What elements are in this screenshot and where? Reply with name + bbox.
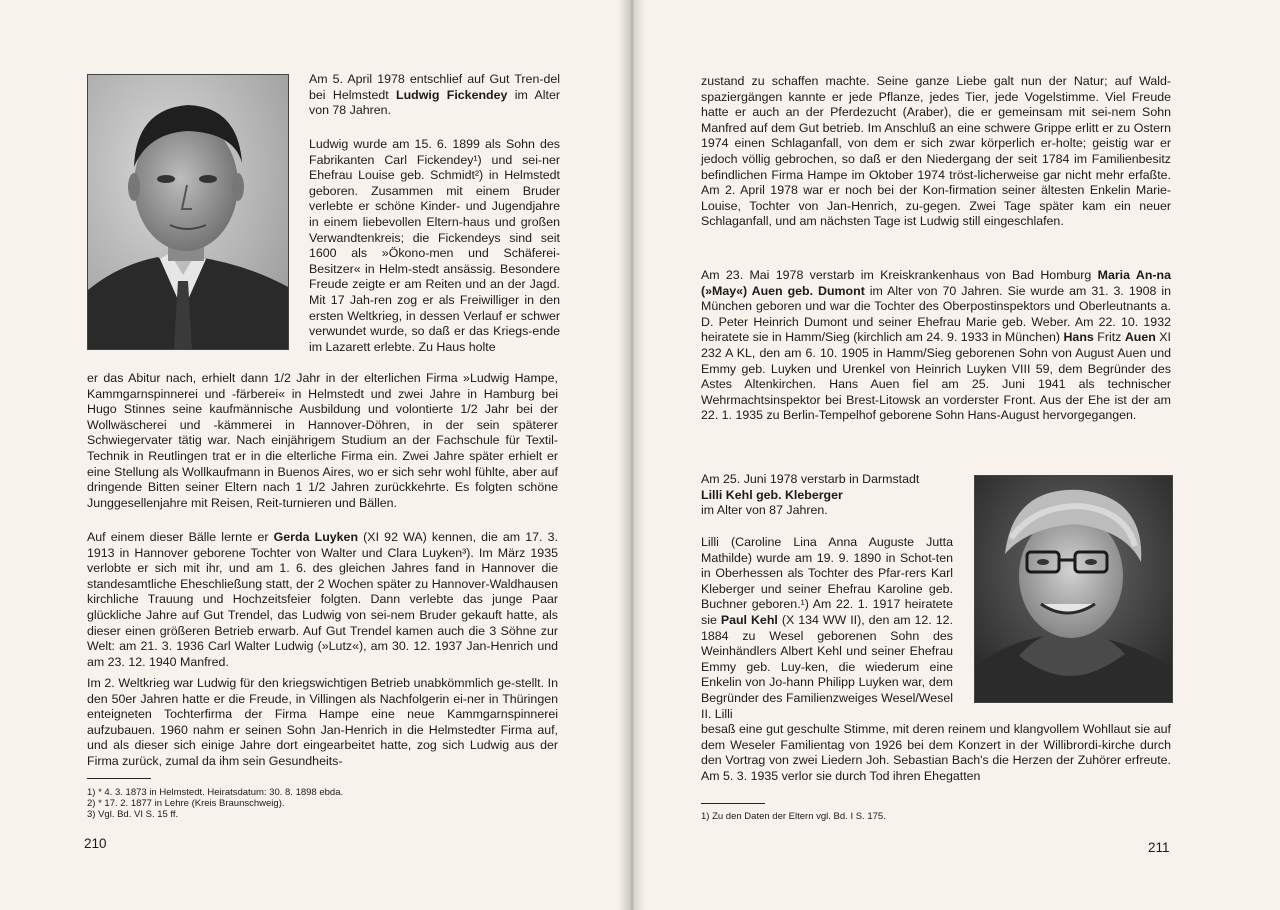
person-name-gerda-luyken: Gerda Luyken: [273, 530, 359, 544]
marriage-text-c: (XI 92 WA) kennen, die am 17. 3. 1913 in Hannover geborene Tochter von Walter und Clara Luyken³). Im März 1935 verlobte er sich mit ihr, und am 1. 6. des gleichen Jahres fand in Hannover die standesamtliche Eheschließung statt, der 2 Wochen später zu Hannover-Waldhausen kirchliche Trauung und Hochzeitsfeier folgten. Dann verlebte das junge Paar glückliche Jahre auf Gut Trendel, das Ludwig von sei-nem Bruder gekauft hatte, als dieser einen größeren Betrieb erwarb. Auf Gut Trendel kamen auch die 3 Söhne zur Welt: am 21. 3. 1936 Carl Walter Ludwig (»Lutz«), am 30. 12. 1937 Jan-Henrich und am 23. 12. 1940 Manfred.: [87, 530, 558, 669]
biography-lilli-wrap: [701, 535, 953, 722]
intro-text-c: im Alter von 78 Jahren.: [309, 87, 560, 118]
obituary-intro-ludwig: [309, 72, 560, 119]
auen-text-g: XI 232 A KL, den am 6. 10. 1905 in Hamm/Sieg geborenen Sohn von August Auen und Emmy geb. Luyken und Urenkel von Heinrich Luyken VIII 59, dem Begründer des Astes Altenkirchen. Hans Auen fiel am 25. Juni 1941 als technischer Wehrmachtsinspektor bei Brest-Litowsk an vorderster Front. Aus der Ehe ist der am 22. 1. 1935 zu Berlin-Tempelhof geborene Sohn Hans-August hervorgegangen.: [701, 330, 1171, 423]
auen-text-a: Am 23. Mai 1978 verstarb im Kreiskrankenhaus von Bad Homburg: [701, 268, 1098, 282]
lilli-intro-line-3: im Alter von 87 Jahren.: [701, 503, 828, 518]
footnote-divider-right: [701, 803, 765, 804]
biography-paragraph-wrap: Ludwig wurde am 15. 6. 1899 als Sohn des Fabrikanten Carl Fickendey¹) und sei-ner Ehefrau Louise geb. Schmidt²) in Helmstedt geboren. Zusammen mit einem Bruder verlebte er schöne Kinder- und Jugendjahre in einem liebevollen Eltern-haus und großen Verwandtenkreis; die Fickendeys sind seit 1600 als »Ökono-men und Schäferei-Besitzer« in Helm-stedt ansässig. Besondere Freude zeigte er am Reiten und an der Jagd. Mit 17 Jah-ren zog er als Freiwilliger in den ersten Weltkrieg, in dessen Verlauf er schwer verwundet wurde, so daß er das Kriegs-ende im Lazarett erlebte. Zu Haus holte: [309, 137, 560, 354]
continuation-paragraph: zustand zu schaffen machte. Seine ganze Liebe galt nun der Natur; auf Wald-spaziergängen kannte er jede Pflanze, jedes Tier, jede Vogelstimme. Viel Freude hatte er auch an der Pferdezucht (Araber), die er gemeinsam mit sei-nem Sohn Manfred auf dem Gut betrieb. Im Anschluß an eine schwere Grippe erlitt er zu Ostern 1974 einen Schlaganfall, von dem er sich zwar körperlich er-holte; geistig war er jedoch völlig gebrochen, so daß er den Niedergang der seit 1784 im Familienbesitz befindlichen Firma Hampe im Oktober 1974 tröst-licherweise gar nicht mehr erfaßte. Am 2. April 1978 war er noch bei der Kon-firmation seiner ältesten Enkelin Marie-Louise, Tochter von Jan-Henrich, zu-gegen. Zwei Tage später kam ein neuer Schlaganfall, und am nächsten Tage ist Ludwig still eingeschlafen.: [701, 74, 1171, 229]
footnote-divider: [87, 778, 151, 779]
lilli-text-c: (X 134 WW II), den am 12. 12. 1884 zu Wesel geborenen Sohn des Weinhändlers Albert Kehl und seiner Ehefrau Emmy geb. Luy-ken, die wiederum eine Enkelin von Jo-hann Philipp Luyken war, dem Begründer des Familienzweiges Wesel/Wesel II. Lilli: [701, 612, 953, 721]
page-number-left: 210: [84, 836, 107, 851]
right-page: [636, 0, 1280, 910]
footnote-right-1: 1) Zu den Daten der Eltern vgl. Bd. I S. 175.: [701, 811, 886, 822]
person-name-auen: Auen: [1124, 330, 1156, 345]
footnote-2: 2) * 17. 2. 1877 in Lehre (Kreis Braunschweig).: [87, 798, 285, 809]
person-name-maria-anna-auen: Maria An-na (»May«) Auen geb. Dumont: [701, 268, 1171, 298]
book-gutter: [618, 0, 646, 910]
footnote-3: 3) Vgl. Bd. VI S. 15 ff.: [87, 809, 179, 820]
obituary-maria-auen: [701, 268, 1171, 424]
person-name-lilli-kehl: Lilli Kehl geb. Kleberger: [701, 487, 843, 502]
biography-lilli-full: besaß eine gut geschulte Stimme, mit deren reinem und klangvollem Wohllaut sie auf dem Weseler Familientag von 1926 bei dem Konzert in der Willibrordi-kirche durch den Vortrag von zwei Liedern Joh. Sebastian Bach's die Herzen der Zuhörer erfreute. Am 5. 3. 1935 verlor sie durch Tod ihren Ehegatten: [701, 722, 1171, 783]
auen-text-e: Fritz: [1093, 330, 1125, 345]
portrait-man-image: [88, 75, 288, 349]
biography-paragraph-full: er das Abitur nach, erhielt dann 1/2 Jahr in der elterlichen Firma »Ludwig Hampe, Kammgarnspinnerei und -färberei« in Helmstedt und zwei Jahre in Hamburg bei Hugo Stinnes seine kaufmännische Ausbildung und volontierte 1/2 Jahr bei der Wollwäscherei und -kämmerei in Hannover-Döhren, in der sein späterer Schwiegervater tätig war. Nach einjährigem Studium an der Fachschule für Textil-Technik in Reutlingen trat er in die elterliche Firma ein. Zwei Jahre später erhielt er eine Stellung als Wollkaufmann in Buenos Aires, wo er sich sehr wohl fühlte, aber auf dringende Bitten seiner Eltern nach 1 1/2 Jahren zurückkehrte. Es folgten schöne Junggesellenjahre mit Reisen, Reit-turnieren und Bällen.: [87, 371, 558, 510]
portrait-photo-lilli-kehl: [974, 475, 1173, 703]
lilli-text-a: Lilli (Caroline Lina Anna Auguste Jutta Mathilde) wurde am 19. 9. 1890 in Schot-ten in Oberhessen als Tochter des Pfar-rers Karl Kleberger und seiner Ehefrau Karoline geb. Buchner geboren.¹) Am 22. 1. 1917 heiratete sie: [701, 535, 953, 627]
marriage-paragraph: [87, 530, 558, 670]
person-name-ludwig-fickendey: Ludwig Fickendey: [396, 87, 508, 102]
page-number-right: 211: [1148, 840, 1170, 855]
left-page: [0, 0, 628, 910]
intro-text-a: Am 5. April 1978 entschlief auf Gut Tren-del bei Helmstedt: [309, 72, 560, 102]
portrait-woman-image: [975, 476, 1172, 702]
person-name-hans: Hans: [1063, 330, 1094, 345]
auen-text-c: im Alter von 70 Jahren. Sie wurde am 31. 3. 1908 in München geboren und war die Tochter des Oberpostinspektors und Oberleutnants a. D. Peter Heinrich Dumont und seiner Ehefrau Marie geb. Weber. Am 22. 10. 1932 heiratete sie in Hamm/Sieg (kirchlich am 24. 9. 1933 in München): [701, 283, 1171, 345]
person-name-paul-kehl: Paul Kehl: [720, 612, 778, 627]
marriage-text-a: Auf einem dieser Bälle lernte er: [87, 530, 274, 544]
obituary-intro-lilli: [701, 472, 971, 519]
lilli-intro-line-1: Am 25. Juni 1978 verstarb in Darmstadt: [701, 472, 920, 486]
footnote-1: 1) * 4. 3. 1873 in Helmstedt. Heiratsdatum: 30. 8. 1898 ebda.: [87, 787, 344, 798]
portrait-photo-ludwig-fickendey: [87, 74, 289, 350]
later-life-paragraph: Im 2. Weltkrieg war Ludwig für den kriegswichtigen Betrieb unabkömmlich ge-stellt. In den 50er Jahren hatte er die Freude, in Villingen als Nachfolgerin ei-ner in Thüringen enteigneten Tochterfirma der Firma Hampe eine neue Kammgarnspinnerei aufzubauen. 1960 nahm er seinen Sohn Jan-Henrich in die Helmstedter Firma auf, und als dieser sich einige Jahre dort eingearbeitet hatte, zog sich Ludwig aus der Firma zurück, zumal da ihm sein Gesundheits-: [87, 676, 558, 768]
